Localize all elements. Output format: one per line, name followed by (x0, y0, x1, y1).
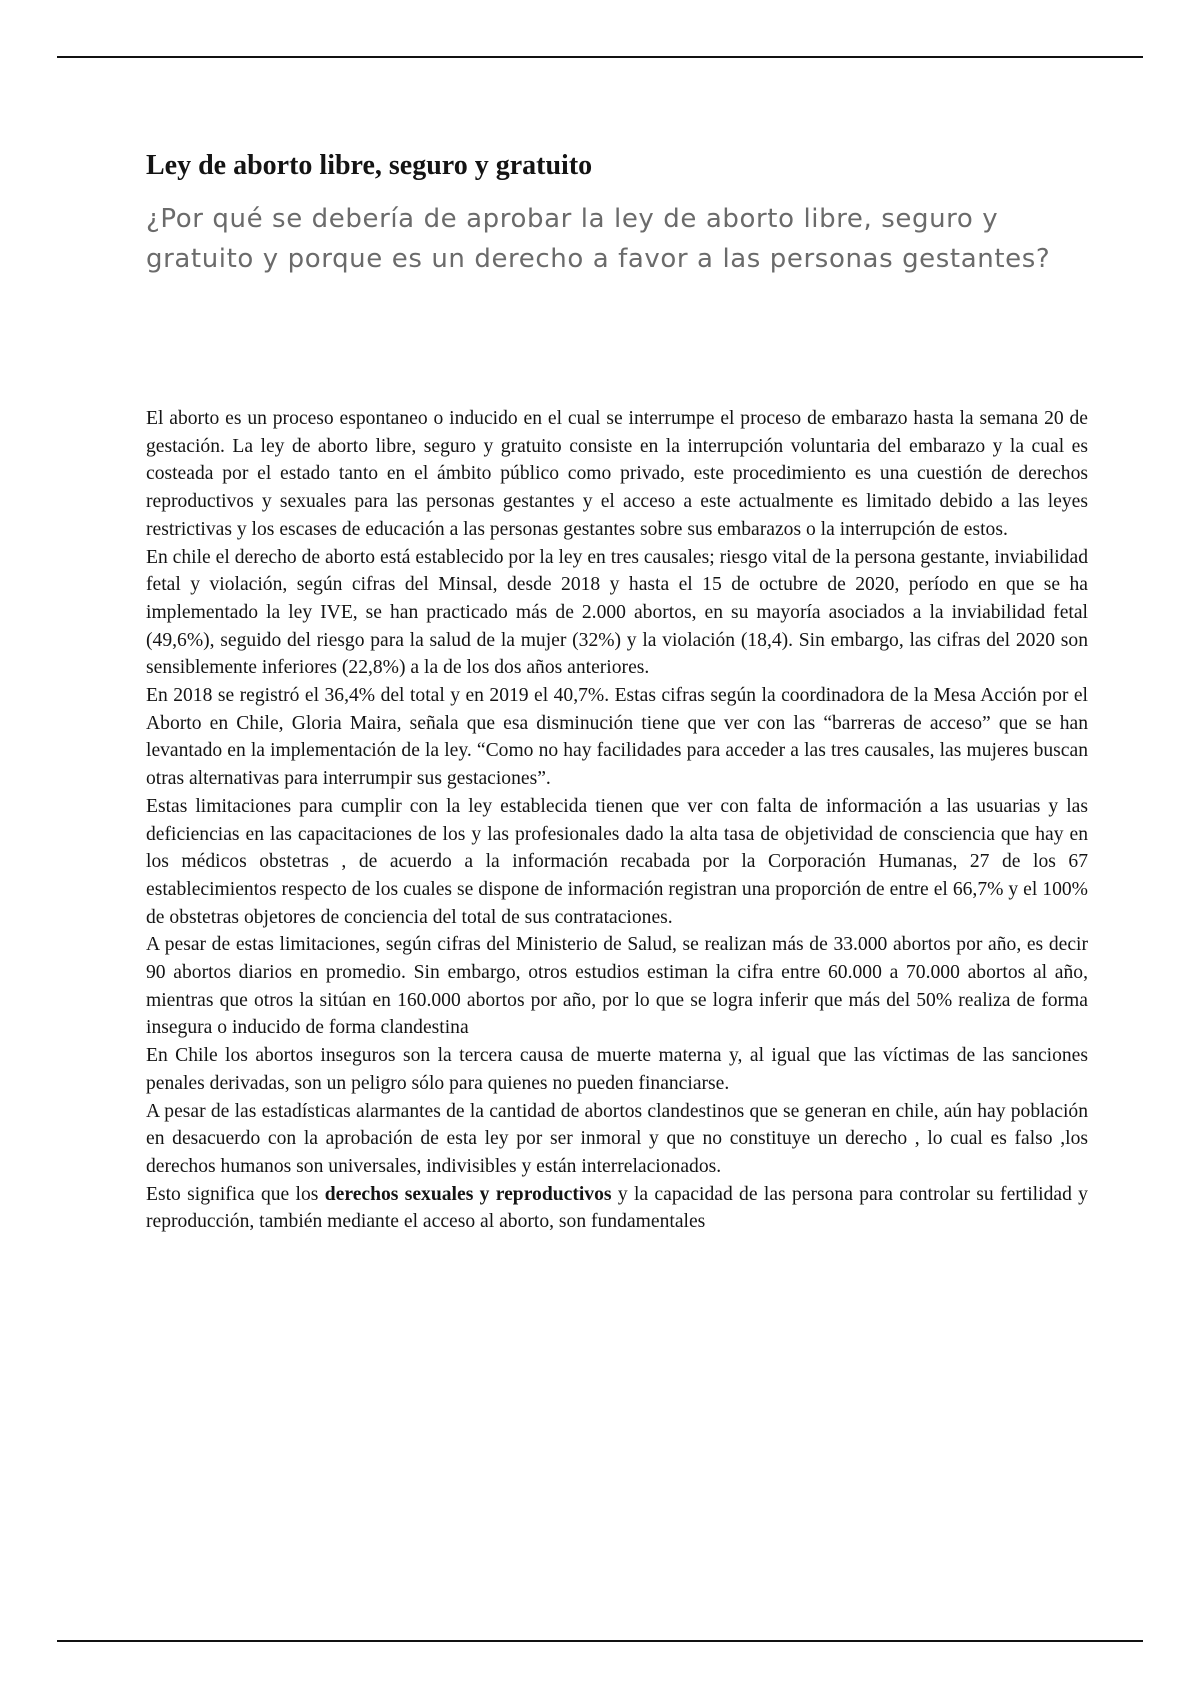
body-paragraph: A pesar de las estadísticas alarmantes de la cantidad de abortos clandestinos que se generan en chile, aún hay población en desacuerdo con la aprobación de esta ley por ser inmoral y que no constituye un derecho , lo cual es falso ,los derechos humanos son universales, indivisibles y están interrelacionados. (146, 1100, 1088, 1177)
body-paragraph: En Chile los abortos inseguros son la tercera causa de muerte materna y, al igual que las víctimas de las sanciones penales derivadas, son un peligro sólo para quienes no pueden financiarse. (146, 1045, 1088, 1094)
last-paragraph-tail: y la capacidad de las persona para controlar su fertilidad y reproducción, también mediante el acceso al aborto, son fundamentales (146, 1183, 1088, 1233)
document-body (146, 405, 1088, 1236)
body-paragraph: Estas limitaciones para cumplir con la ley establecida tienen que ver con falta de información a las usuarias y las deficiencias en las capacitaciones de los y las profesionales dado la alta tasa de objetividad de consciencia que hay en los médicos obstetras , de acuerdo a la información recabada por la Corporación Humanas, 27 de los 67 establecimientos respecto de los cuales se dispone de información registran una proporción de entre el 66,7% y el 100% de obstetras objetores de conciencia del total de sus contrataciones. (146, 795, 1088, 928)
body-paragraph: En chile el derecho de aborto está establecido por la ley en tres causales; riesgo vital de la persona gestante, inviabilidad fetal y violación, según cifras del Minsal, desde 2018 y hasta el 15 de octubre de 2020, período en que se ha implementado la ley IVE, se han practicado más de 2.000 abortos, en su mayoría asociados a la inviabilidad fetal (49,6%), seguido del riesgo para la salud de la mujer (32%) y la violación (18,4). Sin embargo, las cifras del 2020 son sensiblemente inferiores (22,8%) a la de los dos años anteriores. (146, 546, 1088, 679)
document-subtitle: ¿Por qué se debería de aprobar la ley de aborto libre, seguro y gratuito y porque es un derecho a favor a las personas gestantes? (146, 204, 1051, 274)
header-rule (57, 56, 1143, 58)
last-paragraph-lead: Esto significa que los (146, 1183, 325, 1205)
body-paragraph: A pesar de estas limitaciones, según cifras del Ministerio de Salud, se realizan más de 33.000 abortos por año, es decir 90 abortos diarios en promedio. Sin embargo, otros estudios estiman la cifra entre 60.000 a 70.000 abortos al año, mientras que otros la sitúan en 160.000 abortos por año, por lo que se logra inferir que más del 50% realiza de forma insegura o inducido de forma clandestina (146, 934, 1088, 1039)
body-paragraph: El aborto es un proceso espontaneo o inducido en el cual se interrumpe el proceso de embarazo hasta la semana 20 de gestación. La ley de aborto libre, seguro y gratuito consiste en la interrupción voluntaria del embarazo y la cual es costeada por el estado tanto en el ámbito público como privado, este procedimiento es una cuestión de derechos reproductivos y sexuales para las personas gestantes y el acceso a este actualmente es limitado debido a las leyes restrictivas y los escases de educación a las personas gestantes sobre sus embarazos o la interrupción de estos. (146, 408, 1088, 540)
footer-rule (57, 1640, 1143, 1642)
document-title: Ley de aborto libre, seguro y gratuito (146, 150, 593, 181)
body-paragraph-last (146, 1181, 1088, 1236)
emphasis-sexual-reproductive-rights: derechos sexuales y reproductivos (324, 1183, 612, 1205)
body-paragraph: En 2018 se registró el 36,4% del total y en 2019 el 40,7%. Estas cifras según la coordinadora de la Mesa Acción por el Aborto en Chile, Gloria Maira, señala que esa disminución tiene que ver con las “barreras de acceso” que se han levantado en la implementación de la ley. “Como no hay facilidades para acceder a las tres causales, las mujeres buscan otras alternativas para interrumpir sus gestaciones”. (146, 685, 1088, 790)
